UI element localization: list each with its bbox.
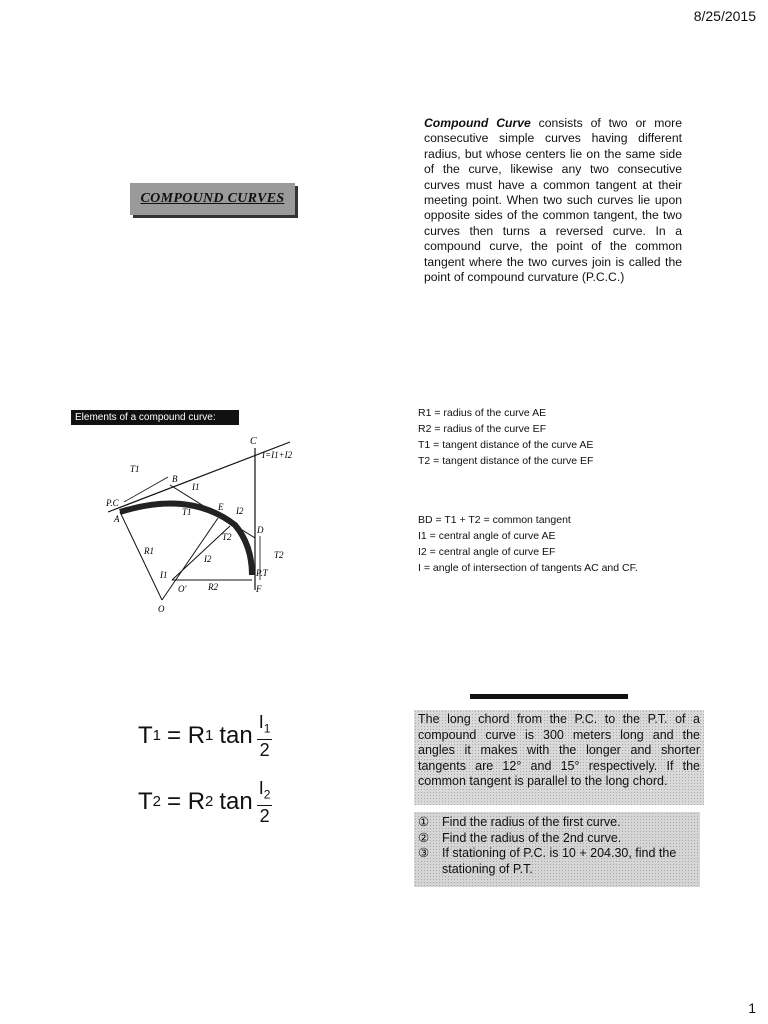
label-t2-mid: T2 — [222, 532, 232, 542]
fraction: $\frac{I_1}{2}$ — [258, 712, 271, 760]
label-b: B — [172, 474, 178, 484]
label-i: I=I1+I2 — [262, 450, 293, 460]
formula-t2: T 2 = R 2 tan $\frac{I_2}{2}$ — [138, 778, 271, 826]
page-title: COMPOUND CURVES — [140, 191, 285, 206]
formula-t1: T 1 = R 1 tan $\frac{I_1}{2}$ — [138, 712, 271, 760]
task-item: ③ If stationing of P.C. is 10 + 204.30, find the stationing of P.T. — [418, 846, 677, 876]
label-r2: R2 — [208, 582, 218, 592]
task-item: ② Find the radius of the 2nd curve. — [418, 830, 622, 845]
label-o2: O' — [178, 584, 187, 594]
date-header: 8/25/2015 — [693, 8, 756, 24]
definition-lead: Compound Curve — [424, 116, 531, 130]
label-t2-right: T2 — [274, 550, 284, 560]
symbol-item: I1 = central angle of curve AE — [418, 530, 556, 542]
label-o: O — [158, 604, 165, 614]
fraction: $\frac{I_2}{2}$ — [258, 778, 271, 826]
task-item: ① Find the radius of the first curve. — [418, 815, 621, 829]
page-number: 1 — [748, 1000, 756, 1016]
symbol-item: BD = T1 + T2 = common tangent — [418, 514, 571, 526]
label-c: C — [250, 436, 257, 447]
label-r1: R1 — [144, 546, 154, 556]
divider-bar — [470, 694, 628, 699]
label-i2-top: I2 — [236, 506, 244, 516]
title-banner — [130, 183, 295, 215]
label-pc: P.C — [106, 498, 119, 508]
definition-text: consists of two or more consecutive simple curves having different radius, but whose centers lie on the same side of the curve, likewise any two consecutive curves must have a common tangent at their meeting point. When two such curves lie upon opposite sides of the common tangent, the two curves then turns a reversed curve. In a compound curve, the point of the common tangent where the two curves join is called the point of compound curvature (P.C.C.) — [424, 116, 682, 285]
symbol-list — [418, 405, 678, 469]
symbol-item: R2 = radius of the curve EF — [418, 423, 547, 435]
label-t1-mid: T1 — [182, 507, 192, 517]
radius-r1 — [120, 512, 162, 600]
label-i2-center: I2 — [204, 554, 212, 564]
symbol-item: T1 = tangent distance of the curve AE — [418, 439, 594, 451]
label-e: E — [218, 502, 224, 512]
label-i1-top: I1 — [192, 482, 200, 492]
label-pt: P.T — [256, 568, 268, 578]
label-a: A — [114, 514, 120, 524]
definition-paragraph — [424, 116, 682, 285]
symbol-item: I2 = central angle of curve EF — [418, 546, 556, 558]
symbol-item: I = angle of intersection of tangents AC and CF. — [418, 562, 638, 574]
label-i1-center: I1 — [160, 570, 168, 580]
elements-label: Elements of a compound curve: — [71, 410, 239, 425]
label-t1-top: T1 — [130, 464, 140, 474]
symbol-list-2 — [418, 512, 678, 576]
label-d: D — [257, 525, 264, 535]
symbol-item: T2 = tangent distance of the curve EF — [418, 455, 594, 467]
compound-curve-figure — [100, 430, 310, 615]
symbol-item: R1 = radius of the curve AE — [418, 407, 547, 419]
task-list — [414, 812, 700, 887]
problem-statement: The long chord from the P.C. to the P.T. of a compound curve is 300 meters long and the angles it makes with the longer and shorter tangents are 12° and 15° respectively. If the common tangent is parallel to the long chord. — [414, 710, 704, 805]
label-f: F — [256, 584, 262, 594]
